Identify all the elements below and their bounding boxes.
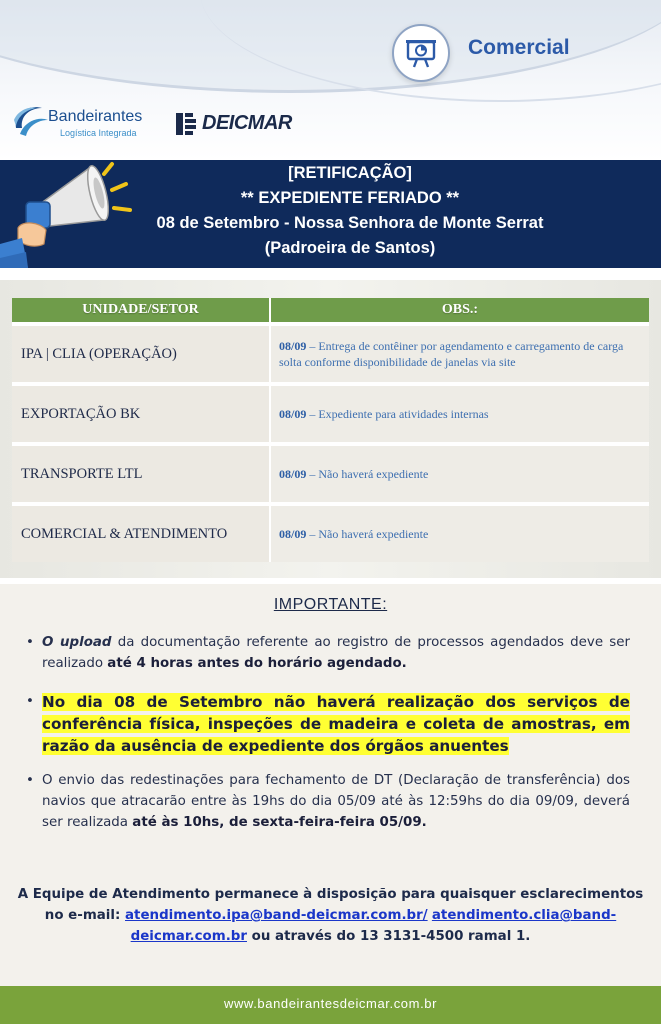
contact-line: A Equipe de Atendimento permanece à disposição para quaisquer esclarecimentos: [17, 887, 644, 902]
highlighted-notice: No dia 08 de Setembro não haverá realização dos serviços de conferência física, inspeções de madeira e coleta de amostras, em razão da ausência de expediente dos órgãos anuentes: [42, 693, 630, 755]
bullet-dot-icon: •: [26, 773, 34, 788]
bullet-upload-em: O upload: [42, 635, 112, 650]
email-link-clia[interactable]: atendimento.clia@band-deicmar.com.br: [130, 908, 617, 944]
header-unidade-setor: UNIDADE/SETOR: [12, 298, 270, 324]
bullet-redestinacao-body: O envio das redestinações para fechamento de DT (Declaração de transferência) dos navios que atracarão entre às 19hs do dia 05/09 até às 12:59hs do dia 09/09, deverá ser realizada: [42, 773, 630, 830]
row-obs: [270, 384, 649, 444]
email-link-ipa[interactable]: atendimento.ipa@band-deicmar.com.br/: [125, 908, 428, 923]
bullet-dot-icon: •: [26, 635, 34, 650]
important-section: [0, 584, 661, 986]
announcement-banner: [0, 160, 661, 268]
row-unit: COMERCIAL & ATENDIMENTO: [12, 504, 270, 562]
row-obs-text: – Não haverá expediente: [309, 527, 429, 541]
bullet-redestinacao-strong: até às 10hs, de sexta-feira-feira 05/09.: [132, 815, 427, 830]
table-row: [12, 384, 649, 444]
banner-title: [110, 161, 590, 261]
bandeirantes-logo-icon: [10, 100, 52, 142]
row-unit: IPA | CLIA (OPERAÇÃO): [12, 324, 270, 384]
banner-line-padroeira: (Padroeira de Santos): [264, 239, 436, 257]
bandeirantes-logo-subtitle: Logística Integrada: [60, 128, 137, 138]
list-item: [26, 691, 630, 757]
row-obs-text: – Entrega de contêiner por agendamento e carregamento de carga solta conforme disponibilidade de janelas via site: [279, 339, 624, 369]
row-date: 08/09: [279, 407, 307, 421]
schedule-section: [0, 280, 661, 578]
bullet-upload-text: [42, 632, 630, 674]
row-unit: EXPORTAÇÃO BK: [12, 384, 270, 444]
contact-suffix: ou através do 13 3131-4500 ramal 1.: [246, 929, 531, 944]
important-title: IMPORTANTE:: [273, 596, 388, 613]
row-obs: [270, 324, 649, 384]
banner-line-expediente: ** EXPEDIENTE FERIADO **: [240, 189, 460, 207]
row-obs-text: – Não haverá expediente: [309, 467, 429, 481]
row-obs: [270, 504, 649, 562]
row-obs-text: – Expediente para atividades internas: [309, 407, 489, 421]
bullet-dot-icon: •: [26, 694, 34, 709]
row-obs: [270, 444, 649, 504]
row-date: 08/09: [279, 339, 307, 353]
presentation-board-icon: [392, 24, 450, 82]
website-link[interactable]: www.bandeirantesdeicmar.com.br: [223, 996, 438, 1011]
banner-line-retificacao: [RETIFICAÇÃO]: [288, 164, 412, 182]
deicmar-logo-name: DEICMAR: [202, 112, 292, 134]
page-header: [0, 0, 661, 160]
page-footer: [0, 986, 661, 1024]
bullet-redestinacao-text: [42, 770, 630, 833]
contact-prefix: no e-mail:: [44, 908, 126, 923]
bullet-upload-strong: até 4 horas antes do horário agendado.: [107, 656, 407, 671]
contact-email-line: [10, 905, 651, 947]
row-unit: TRANSPORTE LTL: [12, 444, 270, 504]
schedule-table: [12, 298, 649, 562]
table-row: [12, 504, 649, 562]
row-date: 08/09: [279, 527, 307, 541]
department-title: Comercial: [468, 36, 570, 59]
banner-line-date: 08 de Setembro - Nossa Senhora de Monte Serrat: [156, 214, 544, 232]
list-item: [26, 770, 630, 833]
bullet-holiday-text: [42, 691, 630, 757]
bandeirantes-logo-name: Bandeirantes: [48, 108, 143, 125]
table-row: [12, 444, 649, 504]
list-item: [26, 632, 630, 674]
table-row: [12, 324, 649, 384]
deicmar-logo-icon: [176, 113, 200, 135]
bullet-upload-body: da documentação referente ao registro de processos agendados deve ser realizado: [42, 635, 630, 671]
table-header-row: [12, 298, 649, 324]
header-obs: OBS.:: [270, 298, 649, 324]
contact-paragraph: [10, 884, 651, 947]
row-date: 08/09: [279, 467, 307, 481]
